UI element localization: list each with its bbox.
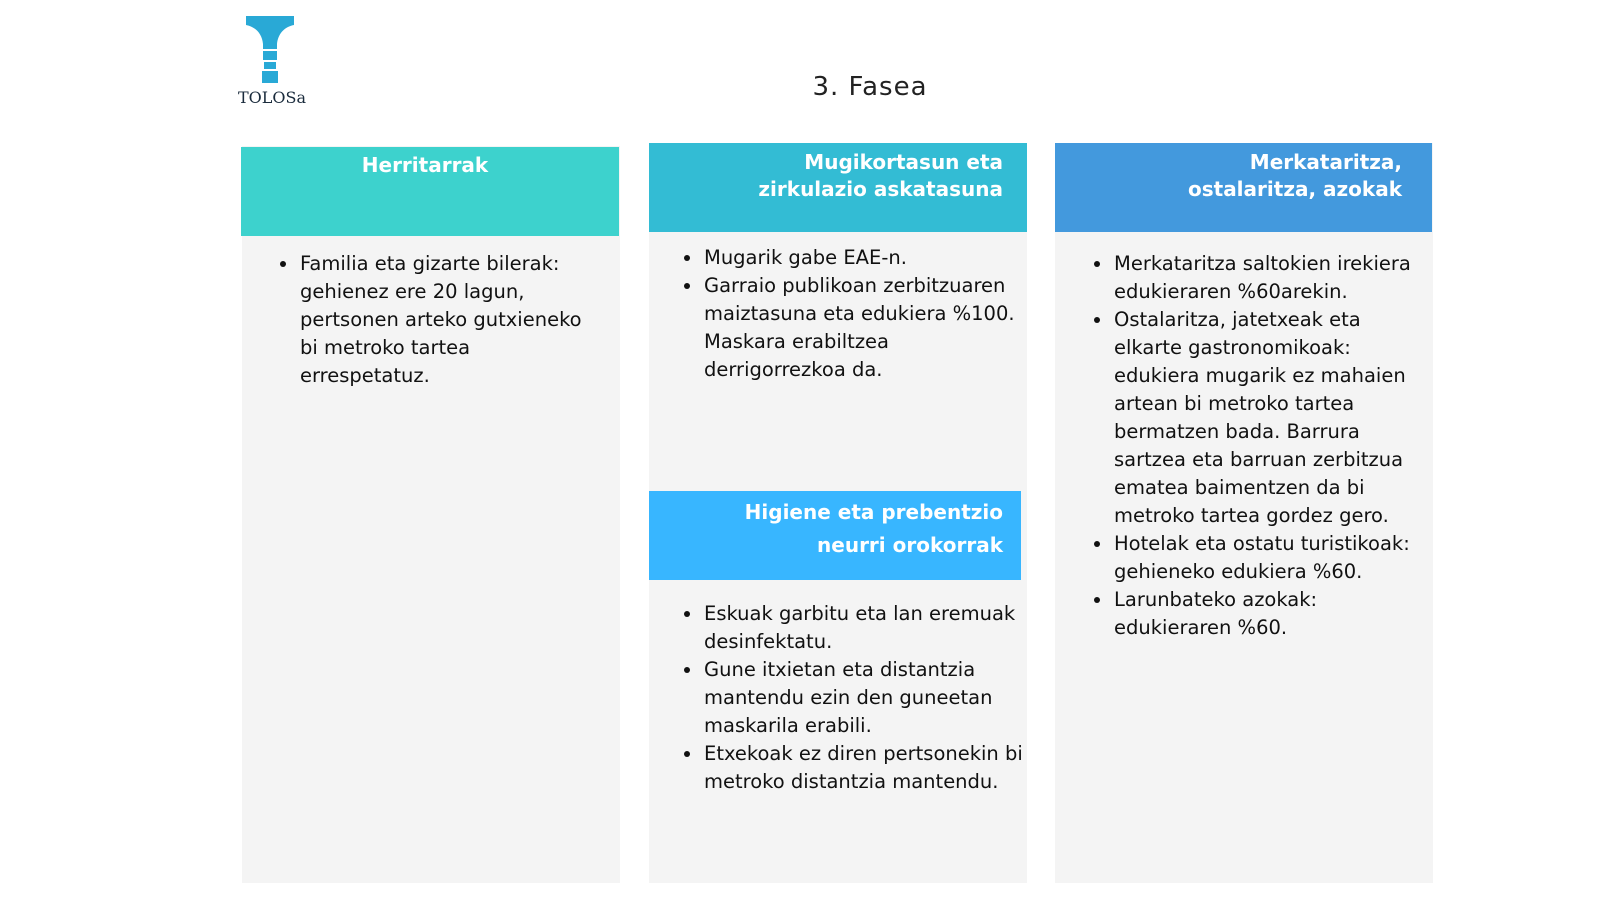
card-title-higiene: Higiene eta prebentzio neurri orokorrak: [744, 500, 1003, 557]
list-higiene: [678, 600, 1024, 796]
logo-wordmark: TOLOSa: [238, 88, 307, 107]
list-item: Eskuak garbitu eta lan eremuak desinfektatu.: [704, 600, 1024, 656]
card-title-merkataritza: Merkataritza, ostalaritza, azokak: [1187, 150, 1402, 201]
card-title-herritarrak: Herritarrak: [361, 153, 489, 177]
card-header-mugikortasuna: [649, 143, 1027, 232]
list-item: Mugarik gabe EAE-n.: [704, 244, 1034, 272]
list-item: Larunbateko azokak: edukieraren %60.: [1114, 586, 1424, 642]
list-item: Garraio publikoan zerbitzuaren maiztasuna eta edukiera %100. Maskara erabiltzea derrigorrezkoa da.: [704, 272, 1034, 384]
list-item: Ostalaritza, jatetxeak eta elkarte gastronomikoak: edukiera mugarik ez mahaien artean bi metroko tartea bermatzen bada. Barrura sartzea eta barruan zerbitzua ematea baimentzen da bi metroko tartea gordez gero.: [1114, 306, 1424, 530]
list-merkataritza: [1088, 250, 1424, 642]
list-item: Familia eta gizarte bilerak: gehienez ere 20 lagun, pertsonen arteko gutxieneko bi metroko tartea errespetatuz.: [300, 250, 600, 390]
tolosa-emblem-icon: [242, 14, 298, 86]
card-header-higiene: [649, 491, 1021, 580]
list-item: Gune itxietan eta distantzia mantendu ezin den guneetan maskarila erabili.: [704, 656, 1024, 740]
page-title: 3. Fasea: [812, 72, 928, 102]
list-item: Etxekoak ez diren pertsonekin bi metroko distantzia mantendu.: [704, 740, 1024, 796]
card-header-herritarrak: [241, 147, 619, 236]
card-header-merkataritza: [1055, 143, 1432, 232]
list-mugikortasuna: [678, 244, 1034, 384]
list-herritarrak: [274, 250, 600, 390]
list-item: Hotelak eta ostatu turistikoak: gehieneko edukiera %60.: [1114, 530, 1424, 586]
list-item: Merkataritza saltokien irekiera edukieraren %60arekin.: [1114, 250, 1424, 306]
card-title-mugikortasuna: Mugikortasun eta zirkulazio askatasuna: [758, 150, 1003, 201]
tolosa-logo: [238, 14, 308, 110]
